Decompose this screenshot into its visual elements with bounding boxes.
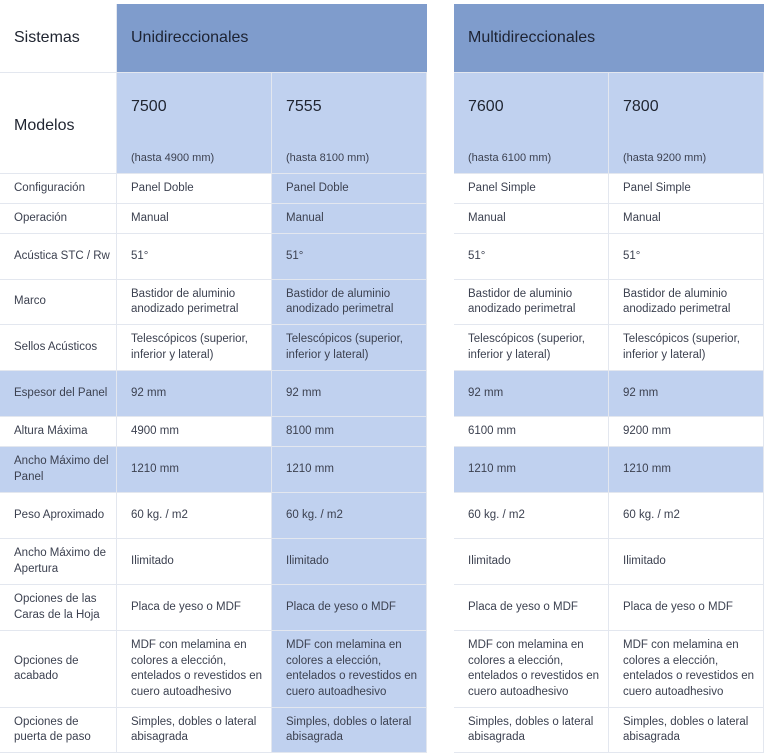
spec-value-cell: Simples, dobles o lateral abisagrada [117,708,272,753]
row-label: Opciones de acabado [0,631,117,708]
spec-value-cell: Manual [272,204,427,234]
spec-value-cell: Ilimitado [117,539,272,585]
spec-value-cell: Simples, dobles o lateral abisagrada [272,708,427,753]
spec-value-cell: Bastidor de aluminio anodizado perimetral [609,280,764,325]
column-gap [427,145,454,174]
row-label: Opciones de puerta de paso [0,708,117,753]
row-label: Espesor del Panel [0,371,117,417]
model-name: 7500 [117,73,272,145]
spec-value-cell: 92 mm [117,371,272,417]
column-gap [427,371,454,417]
model-range: (hasta 6100 mm) [454,145,609,174]
spec-value-cell: 1210 mm [609,447,764,493]
spec-value-cell: Simples, dobles o lateral abisagrada [454,708,609,753]
spec-value-cell: Telescópicos (superior, inferior y lateral) [117,325,272,371]
column-gap [427,280,454,325]
spec-value-cell: Bastidor de aluminio anodizado perimetral [272,280,427,325]
spec-value-cell: MDF con melamina en colores a elección, entelados o revestidos en cuero autoadhesivo [272,631,427,708]
spec-value-cell: Panel Doble [272,174,427,204]
model-range: (hasta 9200 mm) [609,145,764,174]
model-name: 7600 [454,73,609,145]
spec-value-cell: 60 kg. / m2 [609,493,764,539]
column-gap [427,539,454,585]
group-header-multidireccionales: Multidireccionales [454,4,764,73]
spec-value-cell: Panel Simple [454,174,609,204]
column-gap [427,447,454,493]
spec-value-cell: 51° [117,234,272,280]
spec-value-cell: 92 mm [609,371,764,417]
spec-value-cell: Panel Simple [609,174,764,204]
row-label: Configuración [0,174,117,204]
comparison-table [0,4,764,753]
spec-value-cell: 60 kg. / m2 [272,493,427,539]
row-label: Ancho Máximo de Apertura [0,539,117,585]
column-gap [427,73,454,145]
spec-value-cell: Panel Doble [117,174,272,204]
spec-value-cell: 51° [609,234,764,280]
column-gap [427,204,454,234]
column-gap [427,4,454,73]
spec-value-cell: MDF con melamina en colores a elección, entelados o revestidos en cuero autoadhesivo [609,631,764,708]
row-label: Opciones de las Caras de la Hoja [0,585,117,631]
model-name: 7800 [609,73,764,145]
row-label: Altura Máxima [0,417,117,447]
group-header-unidireccionales: Unidireccionales [117,4,427,73]
spec-value-cell: Placa de yeso o MDF [454,585,609,631]
row-label: Acústica STC / Rw [0,234,117,280]
spec-value-cell: Placa de yeso o MDF [609,585,764,631]
spec-value-cell: Ilimitado [609,539,764,585]
spec-value-cell: 92 mm [272,371,427,417]
spec-value-cell: Telescópicos (superior, inferior y lateral) [454,325,609,371]
spec-value-cell: Telescópicos (superior, inferior y lateral) [272,325,427,371]
spec-value-cell: MDF con melamina en colores a elección, entelados o revestidos en cuero autoadhesivo [117,631,272,708]
column-gap [427,631,454,708]
spec-value-cell: Placa de yeso o MDF [117,585,272,631]
spec-value-cell: Ilimitado [272,539,427,585]
spec-value-cell: Manual [454,204,609,234]
spec-value-cell: 1210 mm [117,447,272,493]
spec-value-cell: 51° [272,234,427,280]
column-gap [427,417,454,447]
row-label: Ancho Máximo del Panel [0,447,117,493]
spec-value-cell: 60 kg. / m2 [454,493,609,539]
spec-value-cell: Manual [609,204,764,234]
column-gap [427,493,454,539]
spec-value-cell: 4900 mm [117,417,272,447]
column-gap [427,708,454,753]
spec-value-cell: 1210 mm [272,447,427,493]
model-range: (hasta 4900 mm) [117,145,272,174]
systems-header-label: Sistemas [0,4,117,73]
spec-value-cell: MDF con melamina en colores a elección, entelados o revestidos en cuero autoadhesivo [454,631,609,708]
spec-value-cell: 9200 mm [609,417,764,447]
column-gap [427,585,454,631]
model-range: (hasta 8100 mm) [272,145,427,174]
spec-value-cell: Simples, dobles o lateral abisagrada [609,708,764,753]
spec-value-cell: 92 mm [454,371,609,417]
spec-value-cell: Telescópicos (superior, inferior y lateral) [609,325,764,371]
spec-value-cell: Manual [117,204,272,234]
row-label: Operación [0,204,117,234]
column-gap [427,234,454,280]
column-gap [427,174,454,204]
spec-value-cell: Bastidor de aluminio anodizado perimetral [117,280,272,325]
spec-value-cell: Placa de yeso o MDF [272,585,427,631]
spec-value-cell: Ilimitado [454,539,609,585]
spec-value-cell: 1210 mm [454,447,609,493]
spec-value-cell: Bastidor de aluminio anodizado perimetral [454,280,609,325]
spec-value-cell: 6100 mm [454,417,609,447]
row-label: Marco [0,280,117,325]
spec-value-cell: 51° [454,234,609,280]
spec-value-cell: 60 kg. / m2 [117,493,272,539]
models-header-label: Modelos [0,73,117,174]
column-gap [427,325,454,371]
spec-value-cell: 8100 mm [272,417,427,447]
row-label: Sellos Acústicos [0,325,117,371]
model-name: 7555 [272,73,427,145]
row-label: Peso Aproximado [0,493,117,539]
